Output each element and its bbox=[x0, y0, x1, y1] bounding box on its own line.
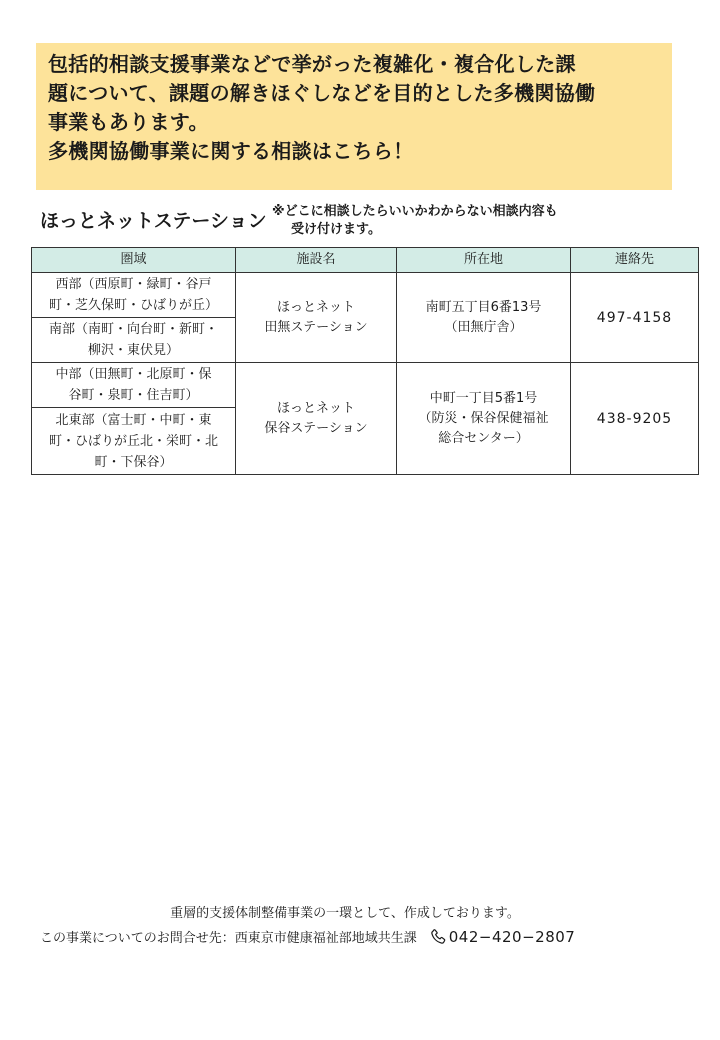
area-cell-central: 中部（田無町・北原町・保 谷町・泉町・住吉町） bbox=[32, 363, 236, 408]
table-row bbox=[32, 363, 699, 408]
contact-table bbox=[31, 247, 699, 475]
facility-cell-tanashi: ほっとネット 田無ステーション bbox=[236, 273, 397, 363]
table-row bbox=[32, 273, 699, 318]
section-note bbox=[272, 203, 558, 239]
notice-box bbox=[36, 43, 672, 190]
facility-cell-hoya: ほっとネット 保谷ステーション bbox=[236, 363, 397, 475]
section-note-line-1: ※どこに相談したらいいかわからない相談内容も bbox=[272, 204, 558, 219]
header-area: 圏域 bbox=[32, 248, 236, 273]
notice-line-2: 題について、課題の解きほぐしなどを目的とした多機関協働 bbox=[48, 81, 596, 105]
header-facility: 施設名 bbox=[236, 248, 397, 273]
section-note-line-2: 受け付けます。 bbox=[291, 222, 381, 237]
footer-phone-number: 042−420−2807 bbox=[448, 927, 576, 946]
footer bbox=[0, 902, 720, 946]
notice-line-3: 事業もあります。 bbox=[48, 110, 209, 134]
header-address: 所在地 bbox=[397, 248, 571, 273]
phone-cell-hoya: 438-9205 bbox=[571, 363, 699, 475]
notice-line-1: 包括的相談支援事業などで挙がった複雑化・複合化した課 bbox=[48, 52, 576, 76]
address-cell-hoya: 中町一丁目5番1号 （防災・保谷保健福祉 総合センター） bbox=[397, 363, 571, 475]
phone-icon bbox=[429, 928, 447, 946]
section-title: ほっとネットステーション bbox=[40, 210, 267, 232]
area-cell-northeast: 北東部（富士町・中町・東 町・ひばりが丘北・栄町・北 町・下保谷） bbox=[32, 408, 236, 475]
area-cell-west: 西部（西原町・緑町・谷戸 町・芝久保町・ひばりが丘） bbox=[32, 273, 236, 318]
footer-contact-label: この事業についてのお問合せ先：西東京市健康福祉部地域共生課 bbox=[40, 931, 417, 946]
phone-cell-tanashi: 497-4158 bbox=[571, 273, 699, 363]
footer-contact bbox=[0, 927, 720, 946]
address-cell-tanashi: 南町五丁目6番13号 （田無庁舎） bbox=[397, 273, 571, 363]
area-cell-south: 南部（南町・向台町・新町・ 柳沢・東伏見） bbox=[32, 318, 236, 363]
table-header-row bbox=[32, 248, 699, 273]
notice-line-4: 多機関協働事業に関する相談はこちら！ bbox=[48, 139, 414, 163]
footer-note: 重層的支援体制整備事業の一環として、作成しております。 bbox=[170, 906, 520, 921]
header-phone: 連絡先 bbox=[571, 248, 699, 273]
